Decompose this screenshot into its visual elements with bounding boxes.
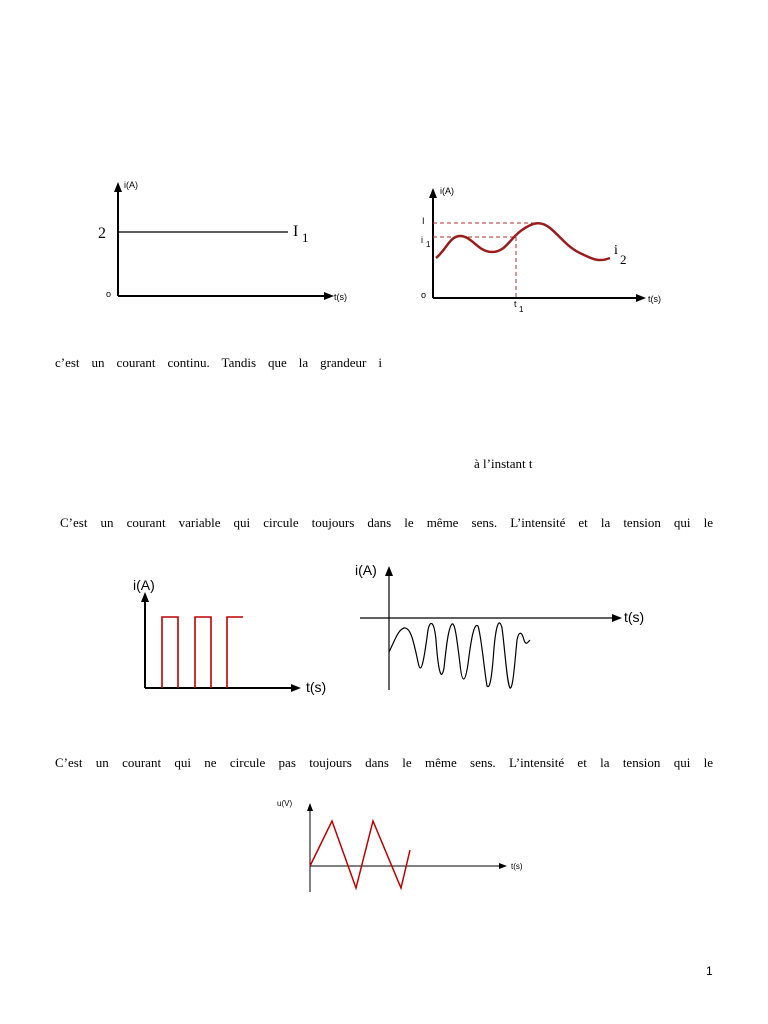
- figure-oscillating-current: [355, 562, 644, 690]
- paragraph-variable-current: C’est un courant variable qui circule toujours dans le même sens. L’intensité et la tension qui le: [60, 515, 713, 530]
- fig1-x-label: t(s): [334, 292, 347, 302]
- fig3-pulse-1: [162, 617, 178, 688]
- paragraph-continuous-current: c’est un courant continu. Tandis que la grandeur i: [55, 355, 382, 370]
- fig2-curve: [436, 223, 610, 260]
- fig1-y-arrow: [114, 182, 122, 192]
- fig3-pulse-2: [195, 617, 211, 688]
- fig2-x-arrow: [636, 294, 646, 302]
- fig1-curve-label: I: [293, 223, 299, 240]
- fig1-origin: o: [106, 289, 112, 299]
- fig2-curve-label: i: [614, 243, 618, 258]
- fig2-t1-label: t: [514, 299, 517, 309]
- fig1-x-arrow: [324, 292, 334, 300]
- fig3-pulse-3: [227, 617, 243, 688]
- fig2-origin: o: [421, 290, 427, 300]
- fig5-y-arrow: [307, 803, 313, 811]
- figure-variable-current: [421, 186, 661, 314]
- fig2-t1-subscript: 1: [519, 305, 524, 314]
- fig2-x-label: t(s): [648, 294, 661, 304]
- fig2-i1-subscript: 1: [426, 240, 431, 249]
- fig3-y-label: i(A): [133, 577, 155, 593]
- fig1-y-label: i(A): [124, 180, 138, 190]
- fig4-curve: [389, 623, 530, 688]
- figure-pulse-current: [133, 577, 326, 695]
- fig2-max-label: I: [422, 216, 425, 226]
- fig5-wave: [310, 821, 410, 888]
- paragraph-alternating-current: C’est un courant qui ne circule pas toujours dans le même sens. L’intensité et la tension qui le: [55, 755, 713, 770]
- fig1-level-label: 2: [98, 225, 106, 242]
- fig4-x-label: t(s): [624, 609, 645, 625]
- fig1-curve-subscript: 1: [302, 230, 309, 245]
- fig3-y-arrow: [141, 592, 149, 602]
- figure-constant-current: [98, 180, 347, 302]
- fig2-y-arrow: [429, 188, 437, 198]
- page-number: 1: [706, 964, 713, 978]
- fig4-x-arrow: [612, 614, 622, 622]
- fig5-x-arrow: [499, 863, 507, 869]
- fig3-x-arrow: [291, 684, 301, 692]
- fig4-y-arrow: [385, 566, 393, 576]
- fig2-i1-label: i: [421, 235, 423, 245]
- figure-alternating-triangle: [277, 799, 523, 892]
- paragraph-instant-t: à l’instant t: [474, 456, 533, 471]
- fig2-y-label: i(A): [440, 186, 454, 196]
- fig2-curve-subscript: 2: [620, 252, 627, 267]
- fig5-x-label: t(s): [511, 862, 523, 871]
- fig3-x-label: t(s): [306, 679, 327, 695]
- fig4-y-label: i(A): [355, 562, 377, 578]
- fig5-y-label: u(V): [277, 799, 293, 808]
